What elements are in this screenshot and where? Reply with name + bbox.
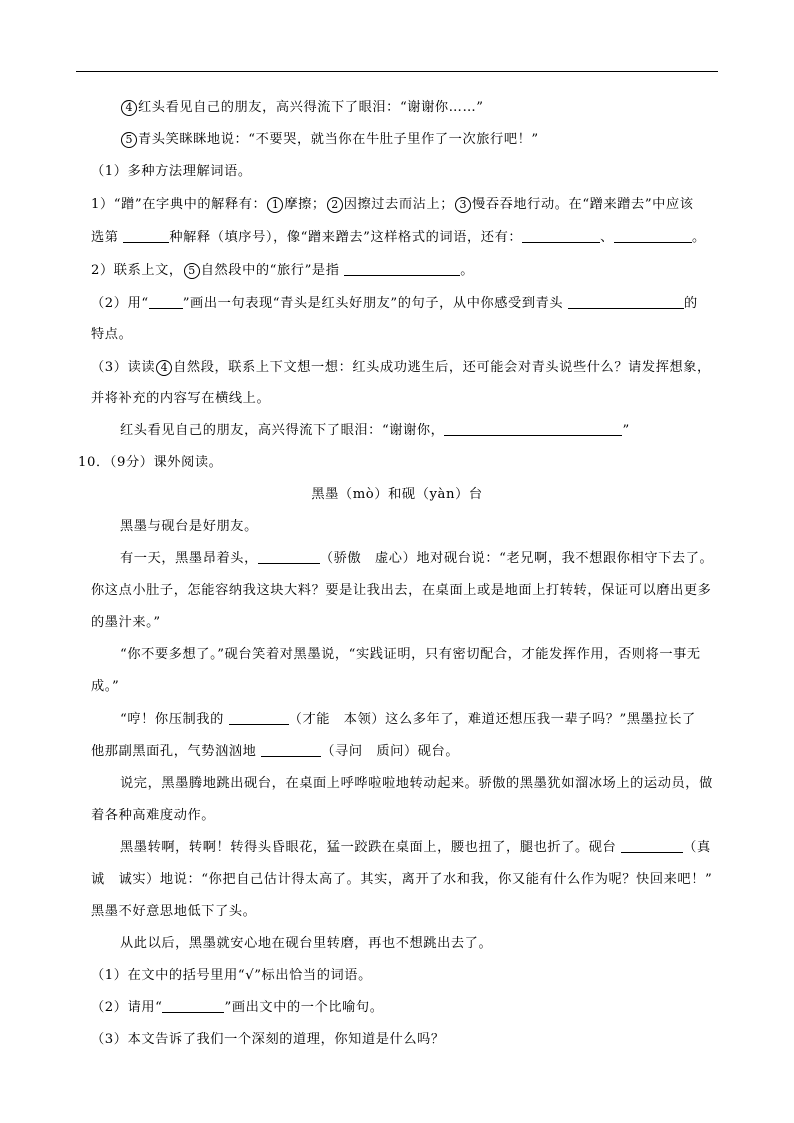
question-1-title: （1）多种方法理解词语。: [91, 164, 252, 179]
story-paragraph-2-line3: 的墨汁来。”: [91, 615, 161, 630]
answer-blank-travel[interactable]: [344, 262, 460, 276]
answer-blank-word-2[interactable]: [614, 229, 692, 243]
answer-blank-word-1[interactable]: [522, 229, 600, 243]
answer-blank-trait[interactable]: [568, 295, 684, 309]
circled-number-5: 5: [184, 263, 200, 279]
question-2-line2: 特点。: [91, 327, 133, 342]
story-paragraph-5-line1: 说完，黑墨腾地跳出砚台，在桌面上呼哗啦啦地转动起来。骄傲的黑墨犹如溜冰场上的运动员，做: [120, 776, 713, 791]
paragraph-4-text: 4 红头看见自己的朋友，高兴得流下了眼泪：“谢谢你……”: [120, 99, 484, 117]
story-question-1: （1）在文中的括号里用“√”标出恰当的词语。: [91, 968, 372, 983]
question-3-line2: 并将补充的内容写在横线上。: [91, 391, 271, 406]
question-10-header: 10．（9分）课外阅读。: [78, 455, 223, 470]
answer-blank-proud[interactable]: [258, 550, 320, 564]
answer-blank-question[interactable]: [261, 743, 321, 757]
question-1-1-line2: 选第 种解释（填序号），像“蹭来蹭去”这样格式的词语，还有： 、 。: [91, 230, 706, 245]
story-paragraph-3-line2: 成。”: [91, 679, 120, 694]
circled-number-2: 2: [327, 197, 343, 213]
story-paragraph-6-line2: 诚 诚实）地说：“你把自己估计得太高了。其实，离开了水和我，你又能有什么作为呢？快回来吧！”: [91, 872, 713, 887]
underline-sample-2: [162, 999, 224, 1013]
circled-number-4: 4: [121, 100, 137, 116]
question-2-line1: （2）用“ ”画出一句表现“青头是红头好朋友”的句子，从中你感受到青头 的: [91, 296, 698, 311]
story-paragraph-1: 黑墨与砚台是好朋友。: [120, 519, 258, 534]
answer-blank-choice[interactable]: [123, 229, 169, 243]
story-paragraph-6-line3: 黑墨不好意思地低下了头。: [91, 904, 257, 919]
header-rule: [76, 71, 718, 72]
paragraph-5-text: 5 青头笑眯眯地说：“不要哭，就当你在牛肚子里作了一次旅行吧！”: [120, 131, 539, 149]
circled-number-4: 4: [156, 360, 172, 376]
story-paragraph-7: 从此以后，黑墨就安心地在砚台里转磨，再也不想跳出去了。: [120, 936, 493, 951]
story-paragraph-4-line1: “哼！你压制我的 （才能 本领）这么多年了，难道还想压我一辈子吗？”黑墨拉长了: [120, 712, 696, 727]
answer-blank-talent[interactable]: [229, 711, 289, 725]
circled-number-3: 3: [455, 197, 471, 213]
circled-number-5: 5: [121, 132, 137, 148]
underline-sample: [149, 295, 183, 309]
story-paragraph-3-line1: “你不要多想了。”砚台笑着对黑墨说，“实践证明，只有密切配合，才能发挥作用，否则将一事无: [120, 647, 701, 662]
story-paragraph-2-line1: 有一天，黑墨昂着头， （骄傲 虚心）地对砚台说：“老兄啊，我不想跟你相守下去了。: [120, 551, 714, 566]
circled-number-1: 1: [267, 197, 283, 213]
question-3-line1: （3）读读 4 自然段，联系上下文想一想：红头成功逃生后，还可能会对青头说些什么？请发挥想象，: [91, 360, 711, 375]
story-question-3: （3）本文告诉了我们一个深刻的道理，你知道是什么吗？: [91, 1032, 445, 1047]
story-paragraph-4-line2: 他那副黑面孔，气势汹汹地 （寻问 质问）砚台。: [91, 744, 460, 759]
story-paragraph-2-line2: 你这点小肚子，怎能容纳我这块大料？要是让我出去，在桌面上或是地面上打转转，保证可以磨出更多: [91, 583, 712, 598]
question-3-line3: 红头看见自己的朋友，高兴得流下了眼泪：“谢谢你， ”: [120, 423, 630, 438]
story-paragraph-5-line2: 着各种高难度动作。: [91, 808, 216, 823]
story-title: 黑墨（mò）和砚（yàn）台: [311, 487, 483, 502]
answer-blank-thanks[interactable]: [444, 422, 622, 436]
question-1-1-line1: 1）“蹭”在字典中的解释有： 1 摩擦； 2 因擦过去而沾上； 3 慢吞吞地行动。在“蹭来蹭去”中应该: [91, 197, 694, 212]
story-question-2: （2）请用“ ”画出文中的一个比喻句。: [91, 1000, 384, 1015]
answer-blank-sincere[interactable]: [621, 839, 683, 853]
question-1-2-line: 2）联系上文， 5 自然段中的“旅行”是指 。: [91, 263, 475, 278]
story-paragraph-6-line1: 黑墨转啊，转啊！转得头昏眼花，猛一跤跌在桌面上，腰也扭了，腿也折了。砚台 （真: [120, 840, 711, 855]
